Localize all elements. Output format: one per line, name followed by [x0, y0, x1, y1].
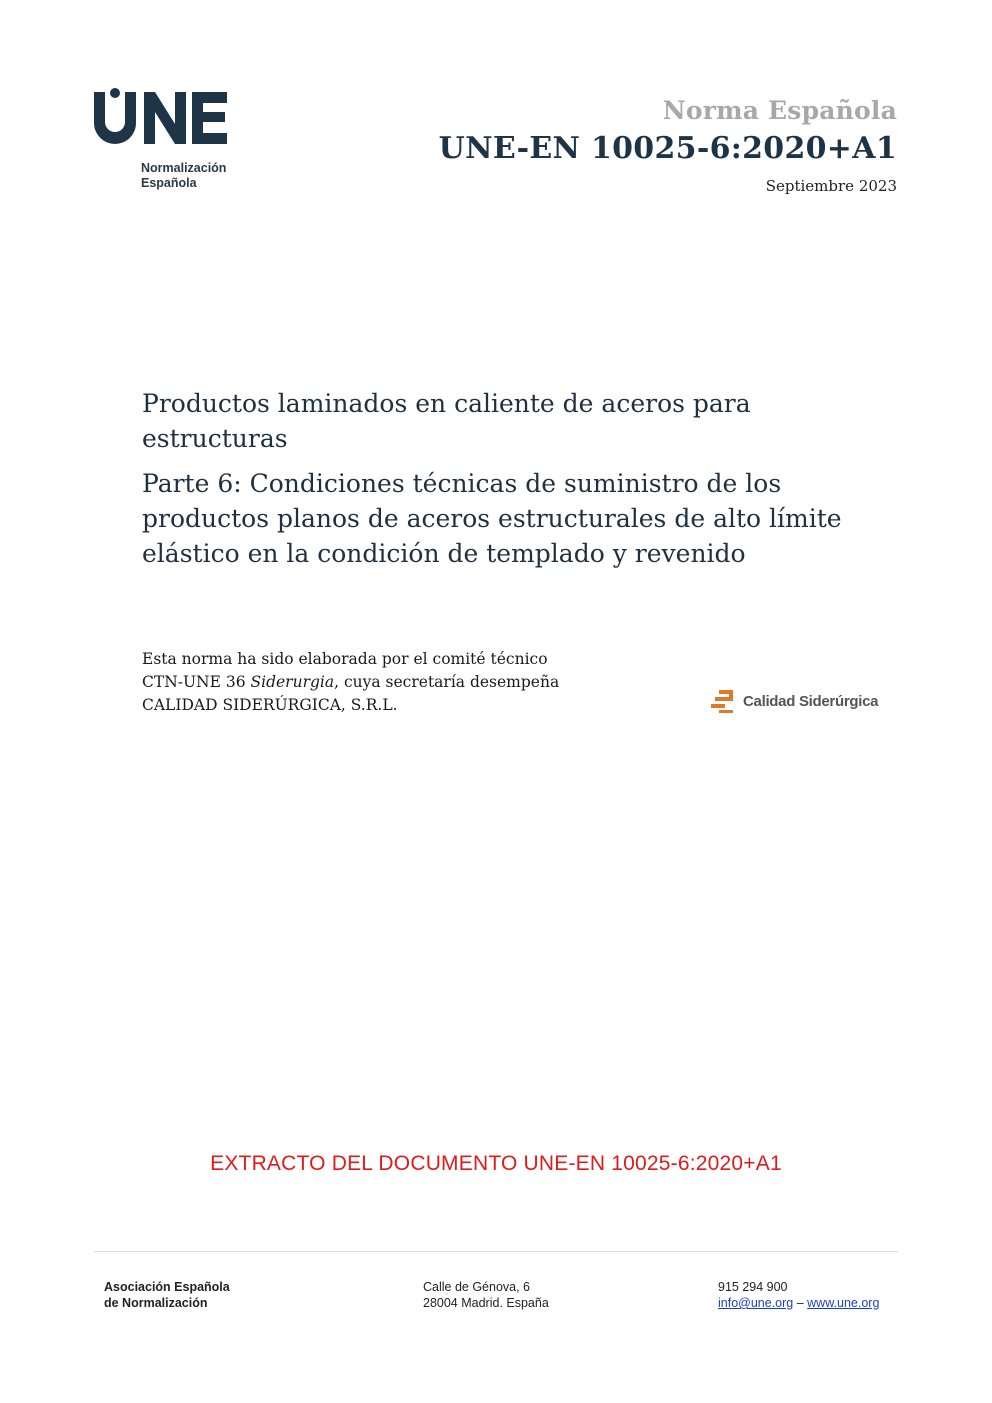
logo-subtitle-line1: Normalización [141, 161, 227, 175]
committee-line3: CALIDAD SIDERÚRGICA, S.R.L. [142, 696, 398, 714]
extract-notice: EXTRACTO DEL DOCUMENTO UNE-EN 10025-6:2020+A1 [210, 1152, 782, 1175]
standard-code: UNE-EN 10025-6:2020+A1 [438, 131, 897, 166]
footer-assoc-line2: de Normalización [104, 1296, 208, 1310]
committee-line2-suffix: , cuya secretaría desempeña [334, 673, 560, 691]
title-part: Parte 6: Condiciones técnicas de suministro de los productos planos de aceros estructurales de alto límite elástico en la condición de templado y revenido [142, 469, 842, 568]
email-link[interactable]: info@une.org [718, 1296, 794, 1310]
footer-link-separator: – [793, 1296, 808, 1310]
footer-address-line2: 28004 Madrid. España [423, 1296, 549, 1310]
document-title [142, 386, 882, 571]
footer-association [104, 1279, 230, 1311]
committee-name: Siderurgia [250, 673, 335, 691]
calidad-siderurgica-logo [711, 684, 881, 718]
une-logo-subtitle [141, 161, 226, 191]
footer-links [718, 1295, 879, 1311]
norma-label: Norma Española [662, 96, 897, 125]
committee-line1: Esta norma ha sido elaborada por el comité técnico [142, 650, 548, 668]
publication-date: Septiembre 2023 [765, 177, 897, 195]
footer-assoc-line1: Asociación Española [104, 1280, 230, 1294]
footer-contact [718, 1279, 879, 1311]
website-link[interactable]: www.une.org [807, 1296, 880, 1310]
footer-phone: 915 294 900 [718, 1280, 788, 1294]
footer-address-line1: Calle de Génova, 6 [423, 1280, 531, 1294]
committee-line2 [142, 671, 662, 694]
footer-divider [94, 1251, 898, 1252]
footer-address [423, 1279, 549, 1311]
logo-subtitle-line2: Española [141, 176, 197, 190]
calidad-siderurgica-emblem-icon [711, 688, 737, 714]
une-wordmark [92, 88, 232, 148]
committee-code: CTN-UNE 36 [142, 673, 251, 691]
title-main: Productos laminados en caliente de aceros para estructuras [142, 389, 751, 453]
committee-statement [142, 648, 662, 717]
calidad-siderurgica-text: Calidad Siderúrgica [743, 692, 879, 710]
